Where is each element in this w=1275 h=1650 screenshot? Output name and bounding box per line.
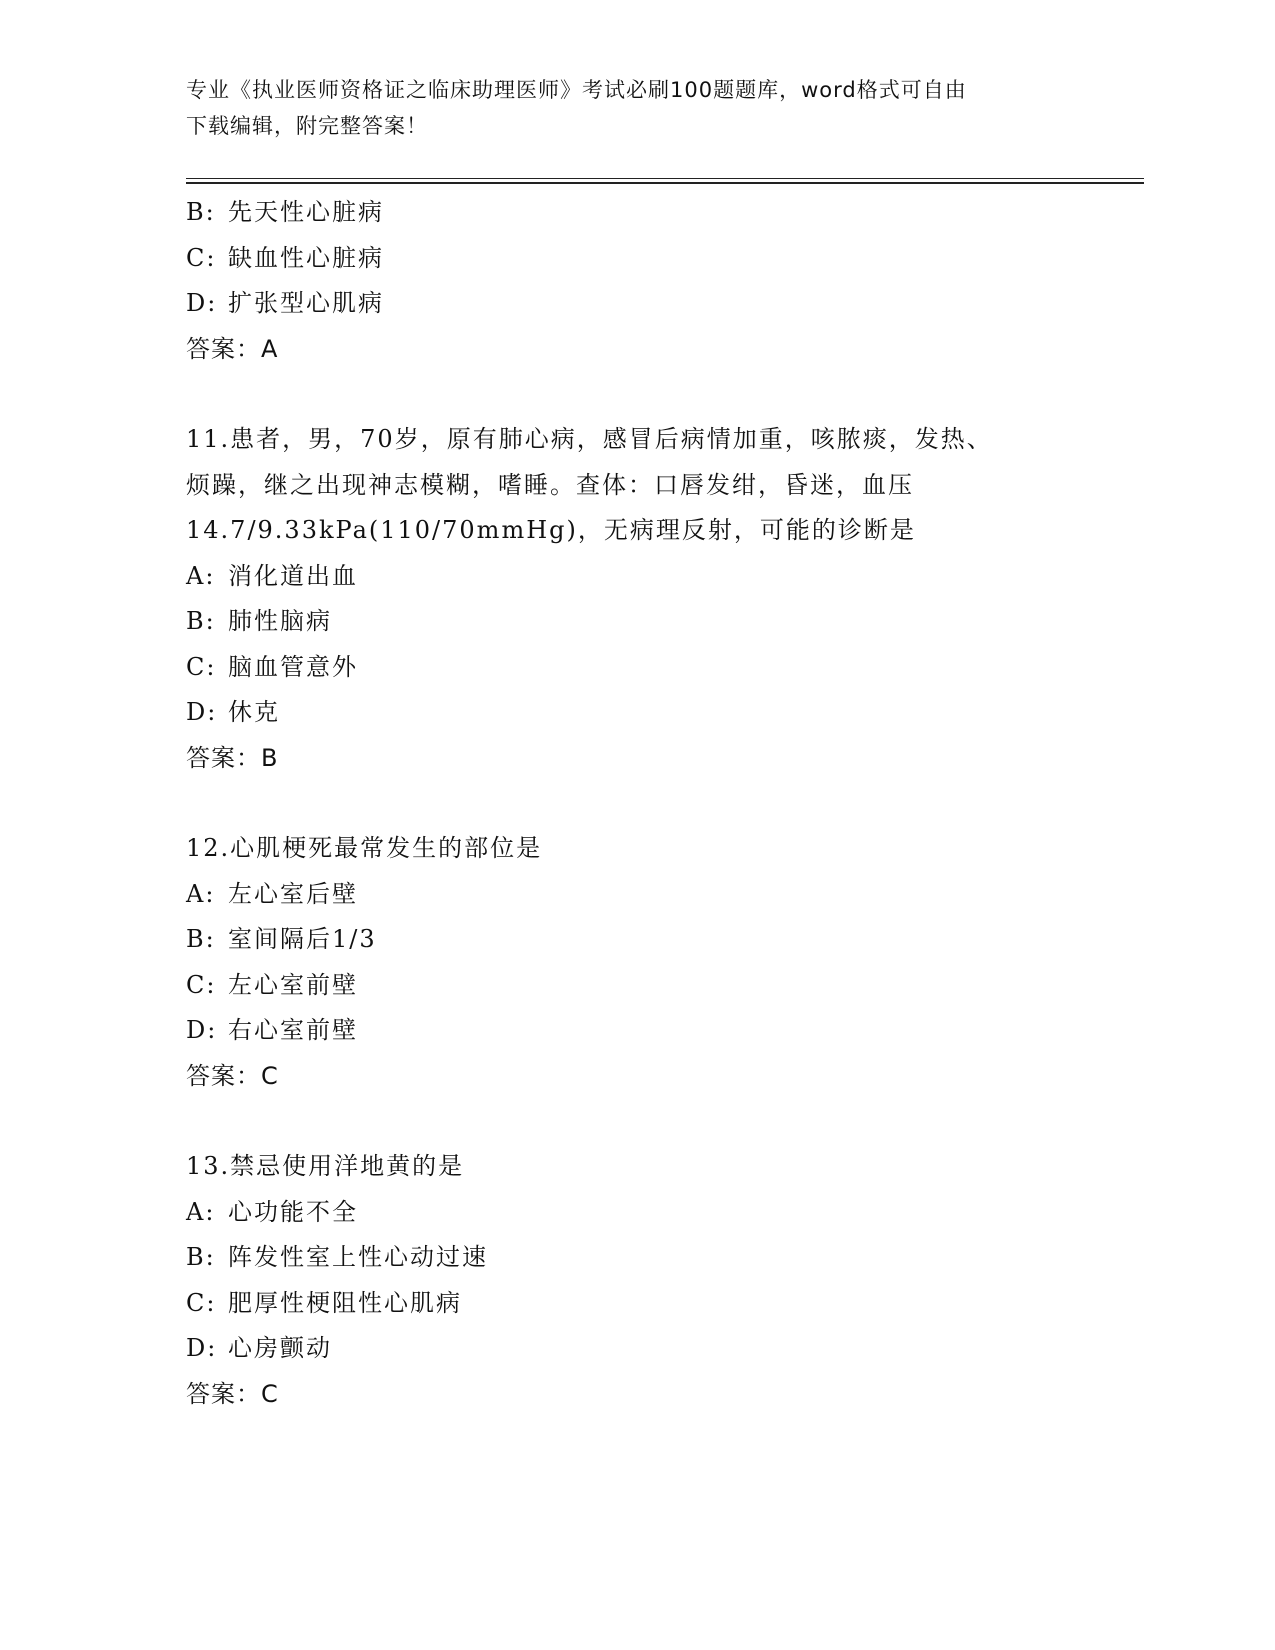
question-stem: 13.禁忌使用洋地黄的是 [186, 1152, 465, 1180]
option-b: B: 肺性脑病 [186, 607, 332, 635]
header-rule-thin [186, 178, 1144, 179]
header-line-1: 专业《执业医师资格证之临床助理医师》考试必刷100题题库，word格式可自由 [186, 78, 967, 102]
question-stem-line: 11.患者，男，70岁，原有肺心病，感冒后病情加重，咳脓痰，发热、 [186, 425, 993, 453]
option-c: C: 缺血性心脏病 [186, 243, 384, 272]
document-header [186, 72, 1086, 144]
question-12 [186, 826, 1144, 1099]
answer: 答案：C [186, 1061, 279, 1090]
option-d: D: 心房颤动 [186, 1334, 332, 1362]
question-stem-line: 烦躁，继之出现神志模糊，嗜睡。查体：口唇发绀，昏迷，血压 [186, 470, 914, 499]
option-c: C: 脑血管意外 [186, 652, 358, 681]
header-line-2: 下载编辑，附完整答案！ [186, 114, 428, 138]
option-d: D: 休克 [186, 698, 280, 726]
option-a: A: 左心室后壁 [186, 879, 358, 908]
answer: 答案：B [186, 743, 279, 772]
question-13 [186, 1144, 1144, 1417]
option-d: D: 扩张型心肌病 [186, 289, 384, 317]
header-rule-thick [186, 182, 1144, 184]
question-stem: 12.心肌梗死最常发生的部位是 [186, 834, 543, 862]
option-c: C: 左心室前壁 [186, 970, 358, 999]
option-c: C: 肥厚性梗阻性心肌病 [186, 1288, 462, 1317]
answer: 答案：A [186, 334, 279, 363]
document-body [186, 190, 1144, 1417]
answer: 答案：C [186, 1379, 279, 1408]
option-b: B: 先天性心脏病 [186, 198, 384, 226]
question-stem-line: 14.7/9.33kPa(110/70mmHg)，无病理反射，可能的诊断是 [186, 516, 916, 544]
option-b: B: 室间隔后1/3 [186, 925, 377, 953]
option-a: A: 消化道出血 [186, 561, 358, 590]
option-a: A: 心功能不全 [186, 1197, 358, 1226]
question-10-tail [186, 190, 1144, 372]
question-11 [186, 417, 1144, 781]
option-d: D: 右心室前壁 [186, 1016, 358, 1044]
option-b: B: 阵发性室上性心动过速 [186, 1243, 488, 1271]
